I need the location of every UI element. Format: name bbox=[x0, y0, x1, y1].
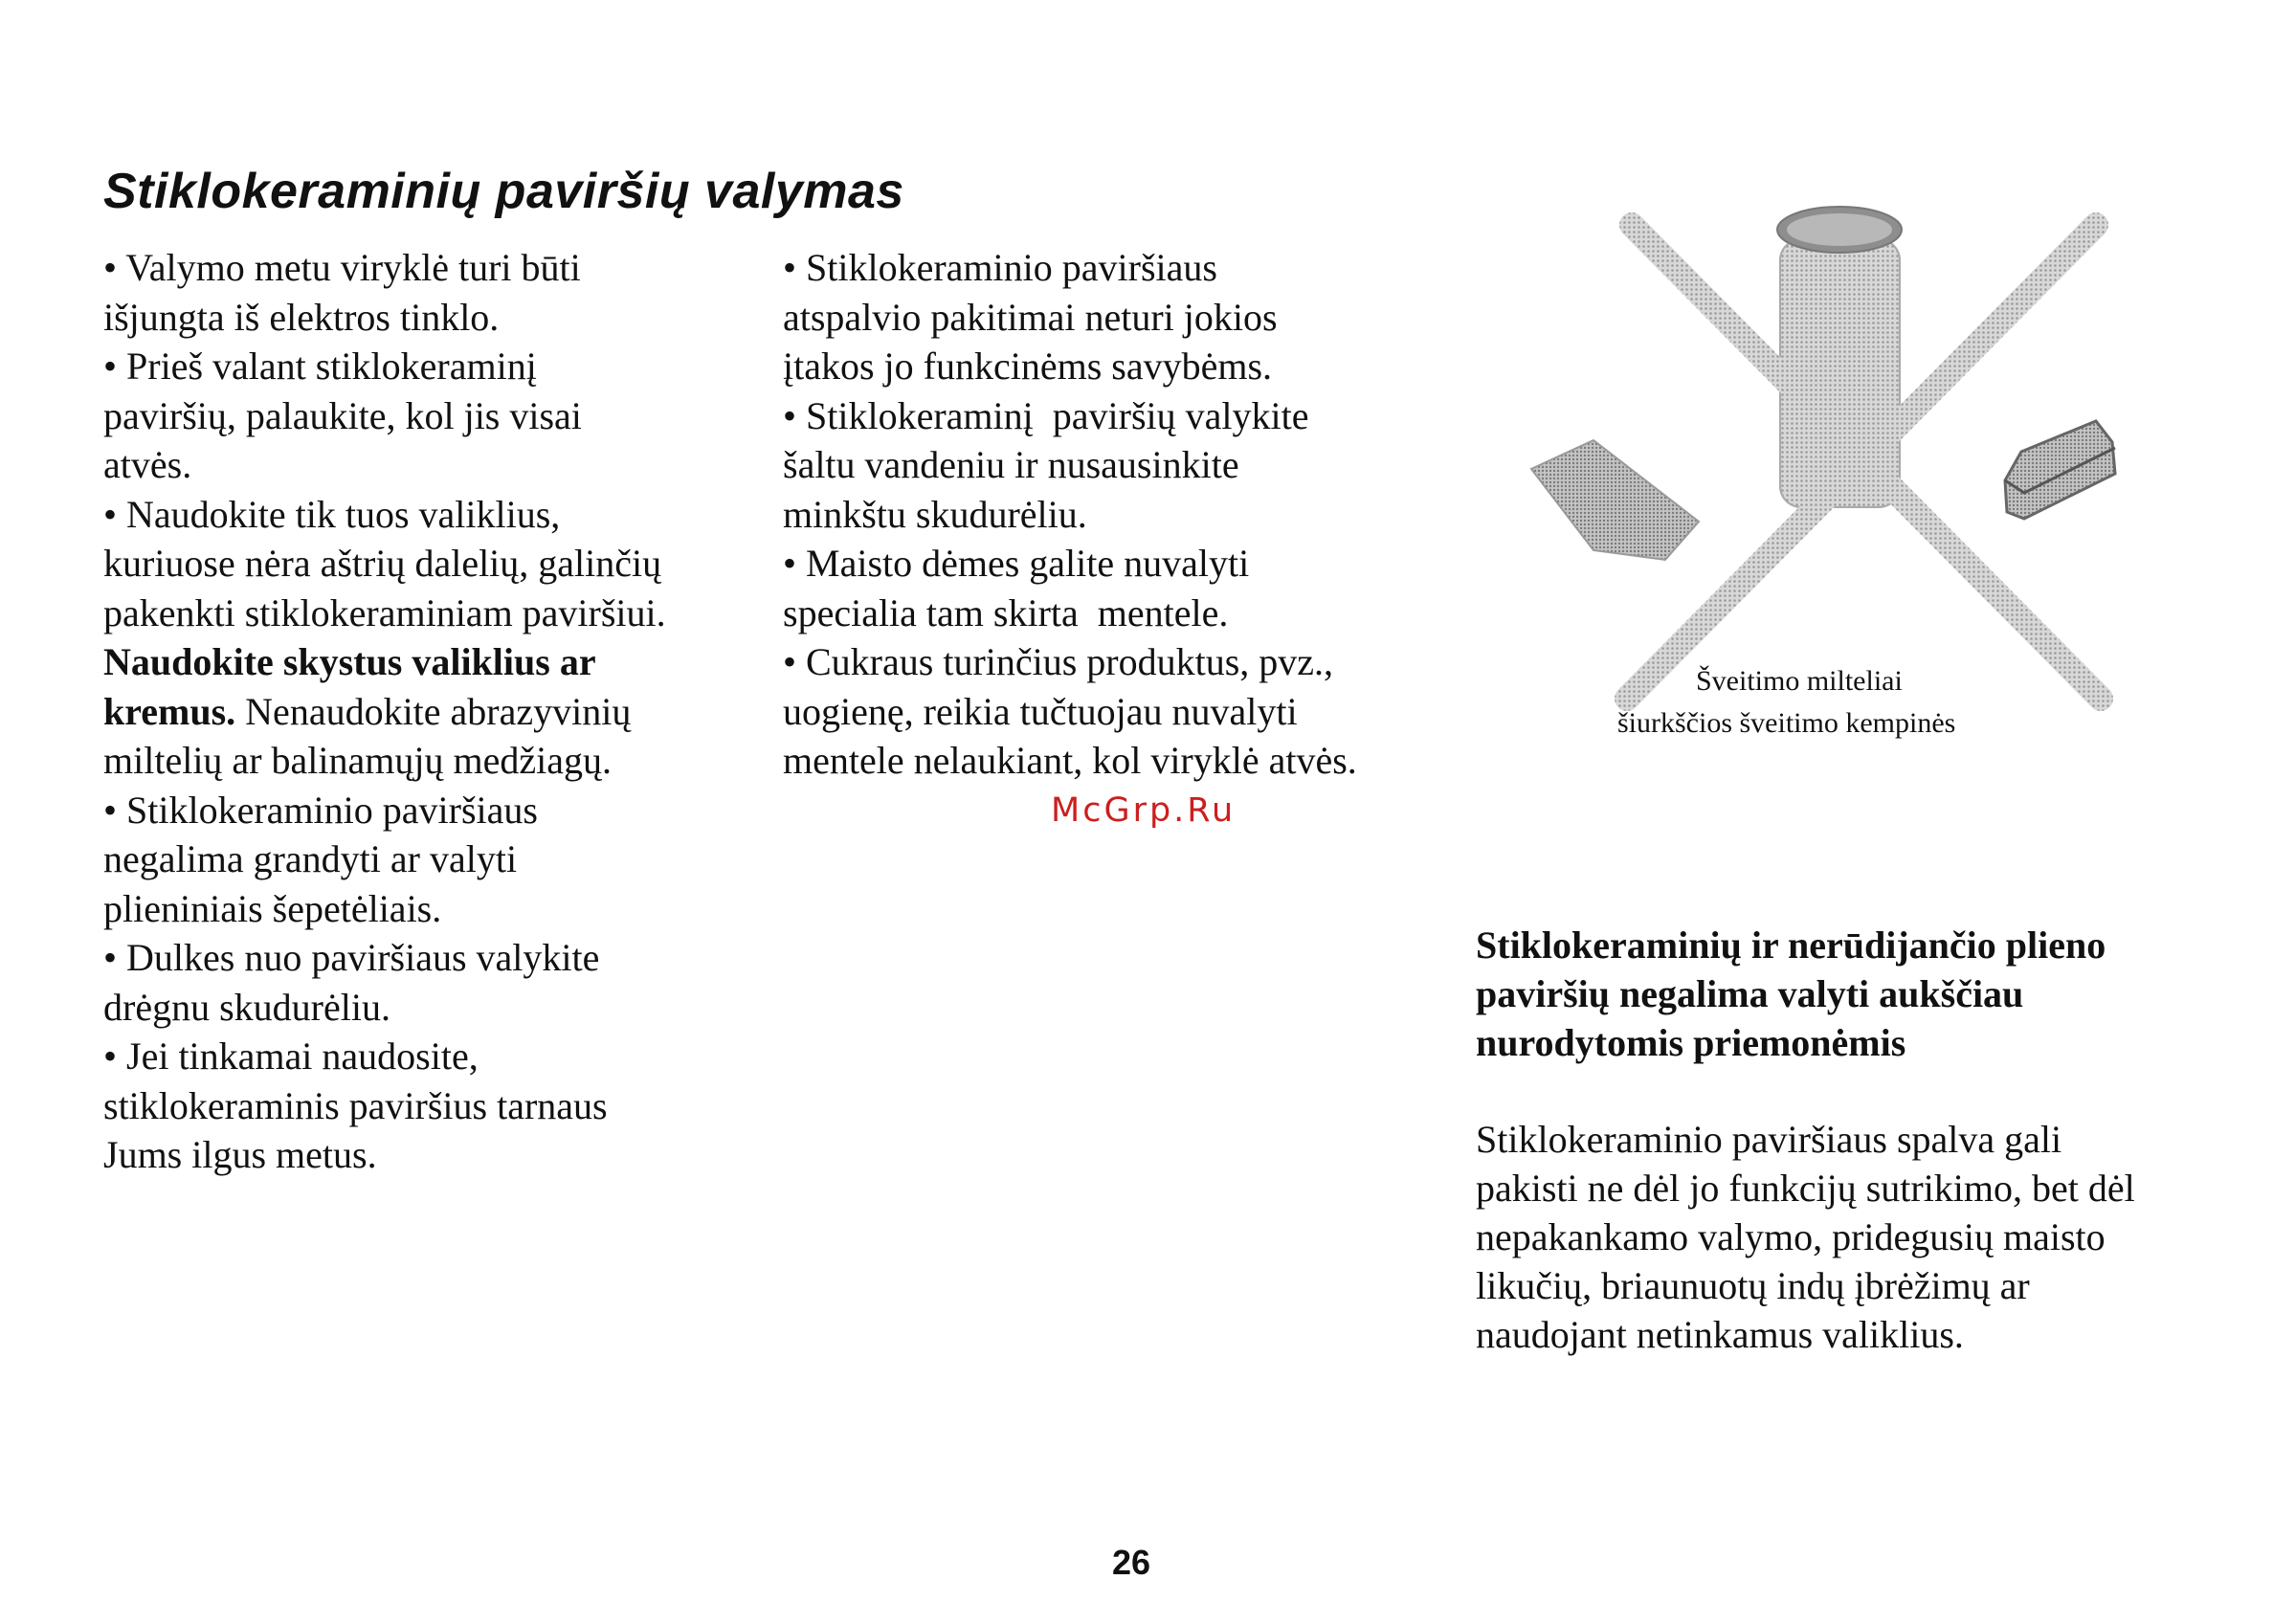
sponge-right-icon bbox=[2005, 421, 2115, 519]
middle-line: atspalvio pakitimai neturi jokios bbox=[783, 295, 1278, 339]
left-line: negalima grandyti ar valyti bbox=[103, 837, 518, 880]
left-line: išjungta iš elektros tinklo. bbox=[103, 295, 500, 339]
left-line: miltelių ar balinamųjų medžiagų. bbox=[103, 739, 612, 782]
note-line: pakisti ne dėl jo funkcijų sutrikimo, bet dėl bbox=[1476, 1167, 2135, 1210]
left-line: • Naudokite tik tuos valiklius, bbox=[103, 492, 561, 536]
middle-line: • Maisto dėmes galite nuvalyti bbox=[783, 542, 1250, 585]
note-line: Stiklokeraminio paviršiaus spalva gali bbox=[1476, 1118, 2062, 1161]
middle-line: • Stiklokeraminį paviršių valykite bbox=[783, 393, 1309, 437]
left-line: Jums ilgus metus. bbox=[103, 1133, 377, 1176]
middle-line: • Stiklokeraminio paviršiaus bbox=[783, 246, 1217, 289]
middle-line: įtakos jo funkcinėms savybėms. bbox=[783, 345, 1273, 388]
left-line: • Prieš valant stiklokeraminį bbox=[103, 345, 537, 388]
left-bold-fragment: kremus. bbox=[103, 689, 236, 733]
left-fragment: Nenaudokite abrazyvinių bbox=[235, 689, 632, 733]
note-line: naudojant netinkamus valiklius. bbox=[1476, 1313, 1964, 1356]
left-line: • Valymo metu viryklė turi būti bbox=[103, 246, 581, 289]
crossed-out-cleaning-products-illustration bbox=[1503, 182, 2125, 718]
left-line: drėgnu skudurėliu. bbox=[103, 985, 390, 1029]
middle-line: minkštu skudurėliu. bbox=[783, 492, 1087, 536]
left-mixed-line bbox=[103, 687, 773, 737]
left-line: plieniniais šepetėliais. bbox=[103, 886, 442, 930]
left-line: pakenkti stiklokeraminiam paviršiui. bbox=[103, 590, 666, 634]
watermark: McGrp.Ru bbox=[1051, 791, 1237, 830]
caption-line: Šveitimo milteliai bbox=[1696, 665, 1903, 697]
left-line: stiklokeraminis paviršius tarnaus bbox=[103, 1083, 608, 1127]
left-line: • Jei tinkamai naudosite, bbox=[103, 1034, 479, 1078]
warning-line: paviršių negalima valyti aukščiau bbox=[1476, 972, 2024, 1015]
left-line: • Dulkes nuo paviršiaus valykite bbox=[103, 936, 600, 979]
middle-line: specialia tam skirta mentele. bbox=[783, 590, 1229, 634]
left-bold-line: Naudokite skystus valiklius ar bbox=[103, 640, 596, 683]
sponge-left-icon bbox=[1531, 440, 1699, 560]
left-line: kuriuose nėra aštrių dalelių, galinčių bbox=[103, 542, 662, 585]
middle-line: mentele nelaukiant, kol viryklė atvės. bbox=[783, 739, 1357, 782]
warning-text bbox=[1476, 921, 2241, 1067]
color-change-note bbox=[1476, 1115, 2241, 1359]
note-line: likučių, briaunuotų indų įbrėžimų ar bbox=[1476, 1264, 2030, 1307]
middle-line: uogienę, reikia tučtuojau nuvalyti bbox=[783, 689, 1298, 733]
middle-line: • Cukraus turinčius produktus, pvz., bbox=[783, 640, 1334, 683]
left-column bbox=[103, 243, 773, 1180]
middle-column bbox=[783, 243, 1453, 786]
page-title: Stiklokeraminių paviršių valymas bbox=[103, 164, 904, 219]
left-line: atvės. bbox=[103, 443, 192, 486]
left-line: paviršių, palaukite, kol jis visai bbox=[103, 393, 582, 437]
note-line: nepakankamo valymo, pridegusių maisto bbox=[1476, 1215, 2106, 1258]
warning-line: Stiklokeraminių ir nerūdijančio plieno bbox=[1476, 923, 2106, 967]
warning-line: nurodytomis priemonėmis bbox=[1476, 1021, 1906, 1064]
illustration-caption bbox=[1617, 660, 1955, 745]
caption-line: šiurkščios šveitimo kempinės bbox=[1617, 707, 1956, 739]
middle-line: šaltu vandeniu ir nusausinkite bbox=[783, 443, 1239, 486]
left-line: • Stiklokeraminio paviršiaus bbox=[103, 788, 538, 832]
page-number: 26 bbox=[1112, 1543, 1151, 1582]
